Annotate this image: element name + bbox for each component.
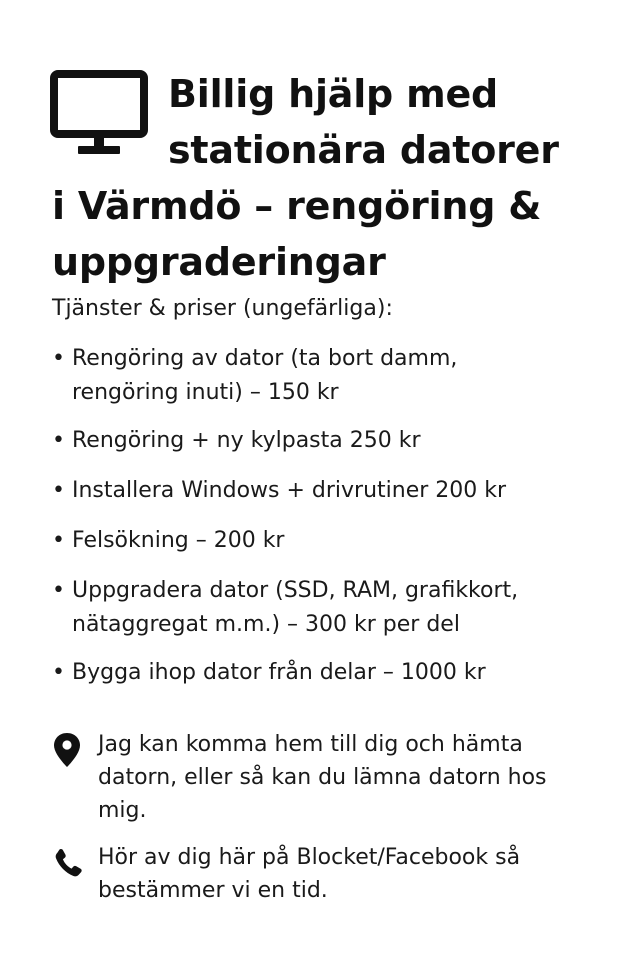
- list-item-text: Installera Windows + drivrutiner 200 kr: [72, 478, 507, 503]
- title-line: i Värmdö – rengöring &: [52, 184, 542, 228]
- bullet: •: [52, 578, 65, 603]
- bullet: •: [52, 346, 65, 371]
- location-text-line: mig.: [98, 798, 147, 823]
- location-text-line: Jag kan komma hem till dig och hämta: [98, 732, 523, 757]
- services-heading: Tjänster & priser (ungefärliga):: [52, 296, 393, 321]
- list-item: [52, 474, 612, 508]
- page-title: [52, 66, 612, 290]
- contact-text-line: Hör av dig här på Blocket/Facebook så: [98, 845, 521, 870]
- title-line: Billig hjälp med: [168, 72, 499, 116]
- list-item-text: Rengöring + ny kylpasta 250 kr: [72, 428, 421, 453]
- location-pin-icon: [52, 732, 82, 768]
- list-item-text: rengöring inuti) – 150 kr: [72, 380, 339, 405]
- contact-info: [52, 841, 612, 907]
- bullet: •: [52, 528, 65, 553]
- bullet: •: [52, 660, 65, 685]
- contact-text: [98, 841, 612, 907]
- list-item-text: nätaggregat m.m.) – 300 kr per del: [72, 612, 460, 637]
- list-item: [52, 574, 612, 642]
- list-item-text: Felsökning – 200 kr: [72, 528, 285, 553]
- bullet: •: [52, 478, 65, 503]
- location-text: [98, 728, 612, 827]
- list-item: [52, 424, 612, 458]
- list-item: [52, 524, 612, 558]
- list-item: [52, 656, 612, 690]
- list-item: [52, 342, 612, 410]
- services-list: [52, 342, 612, 690]
- location-info: [52, 728, 612, 827]
- bullet: •: [52, 428, 65, 453]
- location-text-line: datorn, eller så kan du lämna datorn hos: [98, 765, 547, 790]
- title-line: stationära datorer: [168, 128, 559, 172]
- list-item-text: Uppgradera dator (SSD, RAM, grafikkort,: [72, 578, 519, 603]
- contact-text-line: bestämmer vi en tid.: [98, 878, 328, 903]
- list-item-text: Bygga ihop dator från delar – 1000 kr: [72, 660, 486, 685]
- title-line: uppgraderingar: [52, 240, 386, 284]
- list-item-text: Rengöring av dator (ta bort damm,: [72, 346, 458, 371]
- phone-icon: [52, 845, 82, 881]
